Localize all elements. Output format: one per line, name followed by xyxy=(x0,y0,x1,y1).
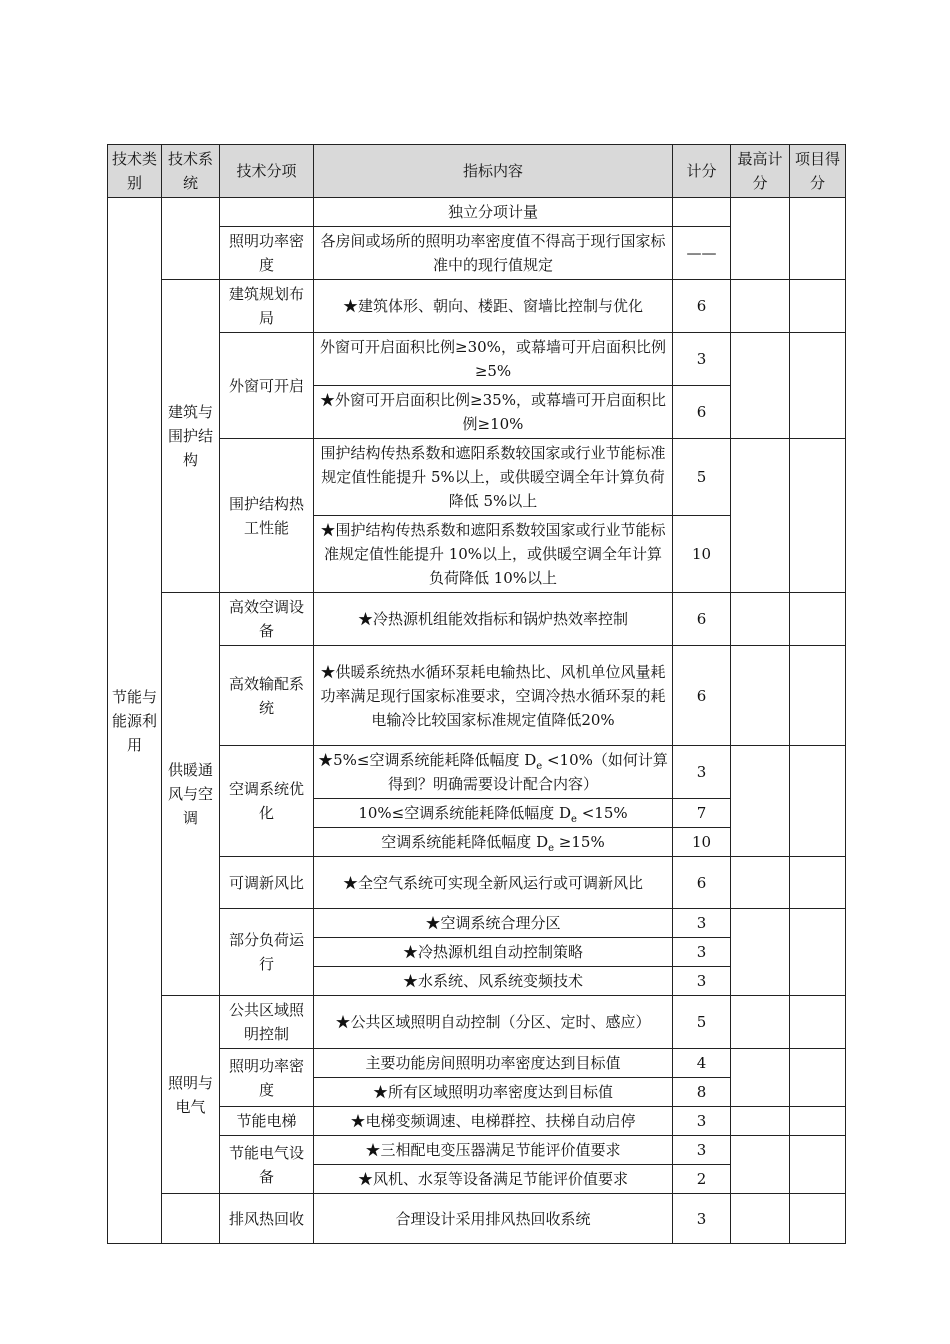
content-cell: ★风机、水泵等设备满足节能评价值要求 xyxy=(314,1165,673,1194)
table-header-row xyxy=(108,145,846,198)
max-score-cell xyxy=(731,439,790,593)
item-score-cell xyxy=(790,857,846,909)
item-cell: 围护结构热工性能 xyxy=(220,439,314,593)
scoring-table xyxy=(107,144,846,1244)
content-cell: ★公共区域照明自动控制（分区、定时、感应） xyxy=(314,996,673,1049)
item-cell: 照明功率密度 xyxy=(220,1049,314,1107)
subscript: e xyxy=(548,843,555,854)
item-score-cell xyxy=(790,996,846,1049)
item-score-cell xyxy=(790,1194,846,1244)
max-score-cell xyxy=(731,996,790,1049)
subscript: e xyxy=(571,814,577,825)
score-cell: 3 xyxy=(673,909,731,938)
score-cell: 6 xyxy=(673,280,731,333)
content-cell xyxy=(314,746,673,799)
header-system: 技术系统 xyxy=(162,145,220,198)
score-cell: 7 xyxy=(673,799,731,828)
item-cell: 照明功率密度 xyxy=(220,227,314,280)
score-cell: 10 xyxy=(673,828,731,857)
item-cell: 节能电气设备 xyxy=(220,1136,314,1194)
max-score-cell xyxy=(731,593,790,646)
content-text: ≥15% xyxy=(554,833,605,851)
content-cell: 合理设计采用排风热回收系统 xyxy=(314,1194,673,1244)
item-cell: 外窗可开启 xyxy=(220,333,314,439)
header-score: 计分 xyxy=(673,145,731,198)
item-score-cell xyxy=(790,1136,846,1194)
score-cell: 3 xyxy=(673,1136,731,1165)
content-cell: ★围护结构传热系数和遮阳系数较国家或行业节能标准规定值性能提升 10%以上，或供暖空调全年计算负荷降低 10%以上 xyxy=(314,516,673,593)
item-score-cell xyxy=(790,439,846,593)
header-category: 技术类别 xyxy=(108,145,162,198)
system-cell-envelope: 建筑与围护结构 xyxy=(162,280,220,593)
content-cell xyxy=(314,799,673,828)
content-cell: 独立分项计量 xyxy=(314,198,673,227)
item-cell: 公共区域照明控制 xyxy=(220,996,314,1049)
score-cell: 4 xyxy=(673,1049,731,1078)
score-cell: 3 xyxy=(673,333,731,386)
score-cell: 3 xyxy=(673,967,731,996)
score-cell: 8 xyxy=(673,1078,731,1107)
max-score-cell xyxy=(731,280,790,333)
content-cell: ★建筑体形、朝向、楼距、窗墙比控制与优化 xyxy=(314,280,673,333)
system-cell-empty xyxy=(162,1194,220,1244)
content-cell: ★冷热源机组自动控制策略 xyxy=(314,938,673,967)
content-cell: ★电梯变频调速、电梯群控、扶梯自动启停 xyxy=(314,1107,673,1136)
max-score-cell xyxy=(731,646,790,746)
item-score-cell xyxy=(790,646,846,746)
score-cell: 3 xyxy=(673,746,731,799)
content-cell: ★全空气系统可实现全新风运行或可调新风比 xyxy=(314,857,673,909)
item-score-cell xyxy=(790,1049,846,1107)
score-cell: 3 xyxy=(673,938,731,967)
score-cell: —— xyxy=(673,227,731,280)
content-cell: ★空调系统合理分区 xyxy=(314,909,673,938)
content-cell: ★冷热源机组能效指标和锅炉热效率控制 xyxy=(314,593,673,646)
item-cell xyxy=(220,198,314,227)
max-score-cell xyxy=(731,857,790,909)
score-cell: 5 xyxy=(673,439,731,516)
item-score-cell xyxy=(790,909,846,996)
item-cell: 高效输配系统 xyxy=(220,646,314,746)
max-score-cell xyxy=(731,1049,790,1107)
item-score-cell xyxy=(790,280,846,333)
item-cell: 部分负荷运行 xyxy=(220,909,314,996)
max-score-cell xyxy=(731,333,790,439)
max-score-cell xyxy=(731,1136,790,1194)
content-cell: 主要功能房间照明功率密度达到目标值 xyxy=(314,1049,673,1078)
content-cell: 围护结构传热系数和遮阳系数较国家或行业节能标准规定值性能提升 5%以上，或供暖空调全年计算负荷降低 5%以上 xyxy=(314,439,673,516)
item-cell: 排风热回收 xyxy=(220,1194,314,1244)
score-cell: 5 xyxy=(673,996,731,1049)
max-score-cell xyxy=(731,1107,790,1136)
content-text: ★5%≤空调系统能耗降低幅度 D xyxy=(318,751,537,769)
item-cell: 建筑规划布局 xyxy=(220,280,314,333)
content-cell: ★水系统、风系统变频技术 xyxy=(314,967,673,996)
item-cell: 可调新风比 xyxy=(220,857,314,909)
category-cell: 节能与能源利用 xyxy=(108,198,162,1244)
content-cell: 外窗可开启面积比例≥30%，或幕墙可开启面积比例≥5% xyxy=(314,333,673,386)
header-item-score: 项目得分 xyxy=(790,145,846,198)
score-cell: 3 xyxy=(673,1107,731,1136)
item-cell: 节能电梯 xyxy=(220,1107,314,1136)
content-text: <15% xyxy=(576,804,628,822)
max-score-cell xyxy=(731,909,790,996)
max-score-cell xyxy=(731,746,790,857)
item-cell: 空调系统优化 xyxy=(220,746,314,857)
table-row xyxy=(108,996,846,1049)
table-row xyxy=(108,198,846,227)
item-score-cell xyxy=(790,198,846,280)
content-cell: 各房间或场所的照明功率密度值不得高于现行国家标准中的现行值规定 xyxy=(314,227,673,280)
content-cell: ★所有区域照明功率密度达到目标值 xyxy=(314,1078,673,1107)
content-cell: ★外窗可开启面积比例≥35%，或幕墙可开启面积比例≥10% xyxy=(314,386,673,439)
score-cell: 3 xyxy=(673,1194,731,1244)
content-text: 空调系统能耗降低幅度 D xyxy=(381,833,549,851)
content-text: 10%≤空调系统能耗降低幅度 D xyxy=(358,804,572,822)
score-cell: 10 xyxy=(673,516,731,593)
content-cell xyxy=(314,828,673,857)
score-cell xyxy=(673,198,731,227)
item-score-cell xyxy=(790,746,846,857)
score-cell: 6 xyxy=(673,386,731,439)
content-cell: ★三相配电变压器满足节能评价值要求 xyxy=(314,1136,673,1165)
table-row xyxy=(108,593,846,646)
max-score-cell xyxy=(731,198,790,280)
max-score-cell xyxy=(731,1194,790,1244)
table-row xyxy=(108,280,846,333)
system-cell-hvac: 供暖通风与空调 xyxy=(162,593,220,996)
header-item: 技术分项 xyxy=(220,145,314,198)
item-score-cell xyxy=(790,1107,846,1136)
subscript: e xyxy=(536,761,543,772)
score-cell: 6 xyxy=(673,857,731,909)
header-content: 指标内容 xyxy=(314,145,673,198)
item-cell: 高效空调设备 xyxy=(220,593,314,646)
table-row xyxy=(108,1194,846,1244)
item-score-cell xyxy=(790,593,846,646)
score-cell: 6 xyxy=(673,593,731,646)
content-cell: ★供暖系统热水循环泵耗电输热比、风机单位风量耗功率满足现行国家标准要求，空调冷热水循环泵的耗电输冷比较国家标准规定值降低20% xyxy=(314,646,673,746)
system-cell-lighting: 照明与电气 xyxy=(162,996,220,1194)
score-cell: 6 xyxy=(673,646,731,746)
content-text: <10%（如何计算得到？明确需要设计配合内容） xyxy=(387,751,668,793)
header-max-score: 最高计分 xyxy=(731,145,790,198)
score-cell: 2 xyxy=(673,1165,731,1194)
item-score-cell xyxy=(790,333,846,439)
system-cell-empty xyxy=(162,198,220,280)
